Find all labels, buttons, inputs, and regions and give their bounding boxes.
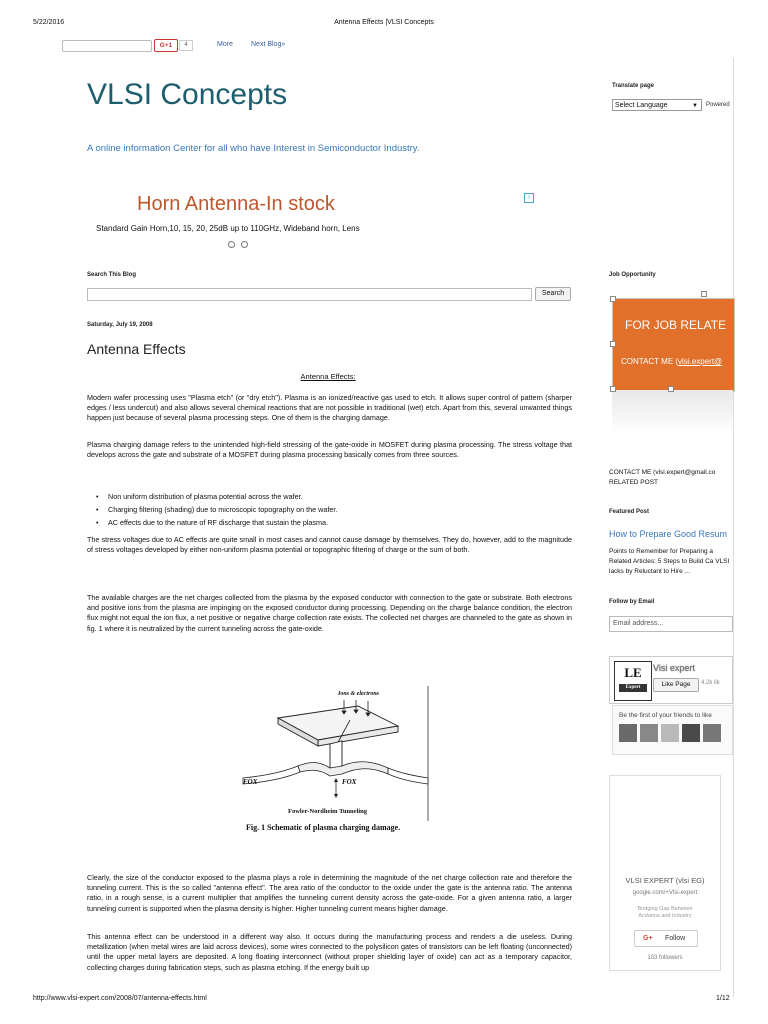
gp-page-name[interactable]: VLSI EXPERT (vlsi EG) [625, 876, 705, 885]
google-plus-widget [609, 775, 721, 971]
figure-fox-right: FOX [342, 778, 357, 786]
figure-plasma-charging [238, 686, 433, 846]
resize-handle-bl[interactable] [610, 386, 616, 392]
featured-text: Points to Remember for Preparing a Related Articles: 5 Steps to Build Ca VLSI lacks by Reluctant to Hire ... [609, 548, 730, 575]
figure-ions-label: Ions & electrons [338, 691, 380, 697]
gp-url[interactable]: google.com/+Vlsi-expert [632, 890, 698, 896]
paragraph-6: This antenna effect can be understood in a different way also. It occurs during the manufacturing process and renders a die useless. During metallization (when metal wires are laid across devices), some wires connected to the polysilicon gates of transistors can be left floating (unconnected) until the upper metal layers are deposited. A long floating interconnect (without proper shielding layer of oxide) can act as a temporary capacitor, collecting charges during fabrication steps, such as plasma etching. If the energy built up [87, 932, 572, 972]
friend-avatar[interactable] [682, 724, 700, 742]
facebook-page-name[interactable] [653, 663, 695, 673]
friend-avatar[interactable] [703, 724, 721, 742]
google-plus-icon: G+ [643, 935, 653, 942]
print-title: Antenna Effects |VLSI Concepts [334, 19, 434, 26]
facebook-widget [609, 656, 733, 704]
job-title: Job Opportunity [609, 272, 656, 278]
list-item: • Non uniform distribution of plasma potential across the wafer. [90, 490, 570, 503]
ad-subline[interactable]: Standard Gain Horn,10, 15, 20, 25dB up to 110GHz, Wideband horn, Lens [96, 224, 360, 233]
paragraph-2: Plasma charging damage refers to the unintended high-field stressing of the gate-oxide in MOSFET during plasma processing. The stress voltage that develops across the gate and substrate of a MOSFET during plasma processing basically comes from three sources. [87, 440, 572, 460]
paragraph-5: Clearly, the size of the conductor exposed to the plasma plays a role in determining the magnitude of the net charge collection rate and therefore the tunneling current. This is the so called "antenna effect". The area ratio of the conductor to the oxide under the gate is the antenna ratio. The antenna ratio, in a rough sense, is a current multiplier that amplifies the tunneling current density across the gate-oxide. For a given antenna ratio, a larger tunneling current is supported when the plasma density is higher. Higher tunneling current means higher damage. [87, 873, 572, 913]
language-select-label: Select Language [615, 102, 668, 109]
resize-handle-top[interactable] [701, 291, 707, 297]
powered-label: Powered [706, 102, 730, 108]
paragraph-1: Modern wafer processing uses "Plasma etch" (or "dry etch"). Plasma is an ionized/reactive gas used to etch. It allows super control of pattern (sharper edges / less undercut) and also allows several chemical reactions that are not possible in traditional (wet) etch. Apart from this, several unwanted things happen just because of several plasma processing steps. One of them is the charging damage. [87, 393, 572, 423]
search-title: Search This Blog [87, 272, 137, 278]
paragraph-3: The stress voltages due to AC effects are quite small in most cases and cannot cause damage by themselves. They do, however, add to the magnitude of stress voltages developed by either non-uniform plasma potential or topographic filtering of charge or the sum of both. [87, 535, 572, 555]
print-page: 1/12 [716, 995, 730, 1002]
facebook-avatar[interactable]: LE Expert [614, 661, 652, 701]
ad-headline[interactable]: Horn Antenna-In stock [137, 193, 335, 215]
ad-info-icon[interactable]: i [524, 193, 534, 203]
ad-dot-1[interactable] [228, 241, 235, 248]
job-banner[interactable] [612, 298, 735, 392]
job-banner-reflection [612, 390, 733, 435]
post-subtitle [0, 372, 656, 381]
contact-line: CONTACT ME (vlsi.expert@gmail.co [609, 469, 716, 476]
facebook-page-name-text: Visi expert [653, 663, 695, 673]
language-select[interactable] [612, 99, 702, 111]
navbar-search-input[interactable] [62, 40, 152, 52]
post-title[interactable]: Antenna Effects [87, 341, 186, 357]
gp-followers: 103 followers [647, 955, 683, 961]
paragraph-4: The available charges are the net charges collected from the plasma by the exposed conductor with connection to the gate or substrate. Both electrons and positive ions from the plasma are impinging on the exposed conductor during processing. Depending on the charge balance condition, the electron flux might not equal the ion flux, a net positive or negative charge collection rate exists. The collected net charges are channeled to the gate as shown in fig. 1 where it is neutralized by the current tunneling across the gate-oxide. [87, 593, 572, 633]
post-date: Saturday, July 19, 2008 [87, 322, 153, 328]
figure-fox-left: FOX [243, 778, 258, 786]
post-subtitle-text: Antenna Effects: [300, 372, 356, 381]
facebook-friends-box [612, 705, 733, 755]
facebook-friends-text: Be the first of your friends to like [619, 712, 712, 719]
ad-dot-2[interactable] [241, 241, 248, 248]
job-banner-line1: FOR JOB RELATE [625, 318, 727, 332]
resize-handle-tl[interactable] [610, 296, 616, 302]
facebook-like-count: 4.2k lik [701, 680, 720, 686]
gp-follow-button[interactable] [634, 930, 698, 947]
email-field[interactable]: Email address... [609, 616, 733, 632]
resize-handle-bottom[interactable] [668, 386, 674, 392]
figure-tunneling-label: Fowler-Nordheim Tunneling [288, 808, 368, 815]
print-date: 5/22/2016 [33, 19, 65, 26]
bullet-list [90, 490, 570, 529]
figure-diagram [238, 686, 433, 846]
friend-avatar[interactable] [661, 724, 679, 742]
figure-caption: Fig. 1 Schematic of plasma charging damage. [246, 823, 401, 832]
resize-handle-left[interactable] [610, 341, 616, 347]
related-post: RELATED POST [609, 479, 659, 486]
job-banner-contact: CONTACT ME ( [621, 357, 679, 366]
translate-title: Translate page [612, 83, 655, 89]
gplus-count: 4 [179, 40, 193, 51]
list-item: • Charging filtering (shading) due to microscopic topography on the wafer. [90, 503, 570, 516]
blog-description: A online information Center for all who have Interest in Semiconductor Industry. [87, 143, 420, 154]
gp-tagline: Bridging Gap Between Acdamia and Industry [637, 906, 693, 919]
list-item: • AC effects due to the nature of RF discharge that sustain the plasma. [90, 516, 570, 529]
featured-link[interactable]: How to Prepare Good Resum [609, 529, 728, 539]
blog-title[interactable]: VLSI Concepts [87, 78, 288, 111]
print-url: http://www.vlsi-expert.com/2008/07/antenna-effects.html [33, 995, 207, 1002]
friend-avatar[interactable] [619, 724, 637, 742]
follow-title: Follow by Email [609, 599, 655, 605]
next-blog-link[interactable]: Next Blog» [251, 41, 286, 48]
search-input[interactable] [87, 288, 532, 301]
more-link[interactable]: More [217, 41, 233, 48]
gplus-button[interactable]: G+1 [154, 39, 178, 52]
gp-follow-label: Follow [665, 935, 686, 942]
featured-title: Featured Post [609, 509, 650, 515]
job-banner-line2 [621, 357, 722, 366]
friend-avatar[interactable] [640, 724, 658, 742]
job-banner-email: vlsi.expert@ [678, 357, 723, 366]
like-page-button[interactable]: Like Page [653, 678, 699, 692]
search-button[interactable]: Search [535, 287, 571, 301]
chevron-down-icon: ▼ [692, 103, 698, 109]
page-border [733, 58, 734, 998]
